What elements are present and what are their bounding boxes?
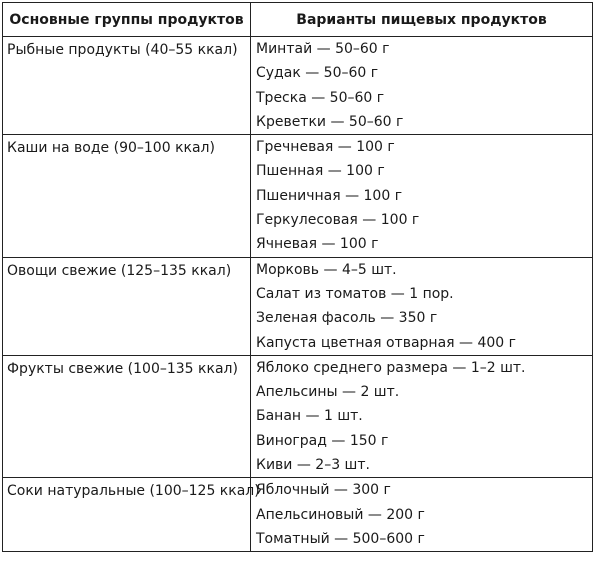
list-item: Морковь — 4–5 шт. [256,261,397,278]
header-groups: Основные группы продуктов [3,3,251,36]
list-item: Апельсиновый — 200 г [256,506,425,523]
list-item: Томатный — 500–600 г [256,530,425,547]
list-item: Гречневая — 100 г [256,139,395,156]
group-items [251,135,592,256]
table-row-fruits [3,356,592,478]
list-item: Геркулесовая — 100 г [256,212,420,229]
group-label: Овощи свежие (125–135 ккал) [3,258,251,355]
group-label: Каши на воде (90–100 ккал) [3,135,251,256]
table-row-fish [3,37,592,135]
group-label: Фрукты свежие (100–135 ккал) [3,356,251,477]
list-item: Пшенная — 100 г [256,163,385,180]
list-item: Капуста цветная отварная — 400 г [256,334,517,351]
list-item: Киви — 2–3 шт. [256,457,370,474]
table-row-vegetables [3,258,592,356]
group-label: Соки натуральные (100–125 ккал) [3,478,251,551]
list-item: Судак — 50–60 г [256,65,379,82]
table-row-juices [3,478,592,551]
list-item: Пшеничная — 100 г [256,187,403,204]
food-groups-table [2,2,593,552]
list-item: Минтай — 50–60 г [256,41,390,57]
header-variants: Варианты пищевых продуктов [296,11,547,28]
group-items [251,478,592,551]
list-item: Треска — 50–60 г [256,89,385,106]
list-item: Ячневая — 100 г [256,236,379,253]
group-items [251,258,592,355]
list-item: Зеленая фасоль — 350 г [256,310,438,327]
list-item: Яблоко среднего размера — 1–2 шт. [256,359,526,376]
table-row-porridge [3,135,592,257]
list-item: Яблочный — 300 г [256,482,391,499]
group-items [251,37,592,134]
list-item: Виноград — 150 г [256,432,389,449]
table-header [3,3,592,37]
group-items [251,356,592,477]
list-item: Креветки — 50–60 г [256,113,404,130]
group-label: Рыбные продукты (40–55 ккал) [3,37,251,134]
list-item: Банан — 1 шт. [256,408,363,425]
list-item: Апельсины — 2 шт. [256,384,400,401]
list-item: Салат из томатов — 1 пор. [256,285,454,302]
